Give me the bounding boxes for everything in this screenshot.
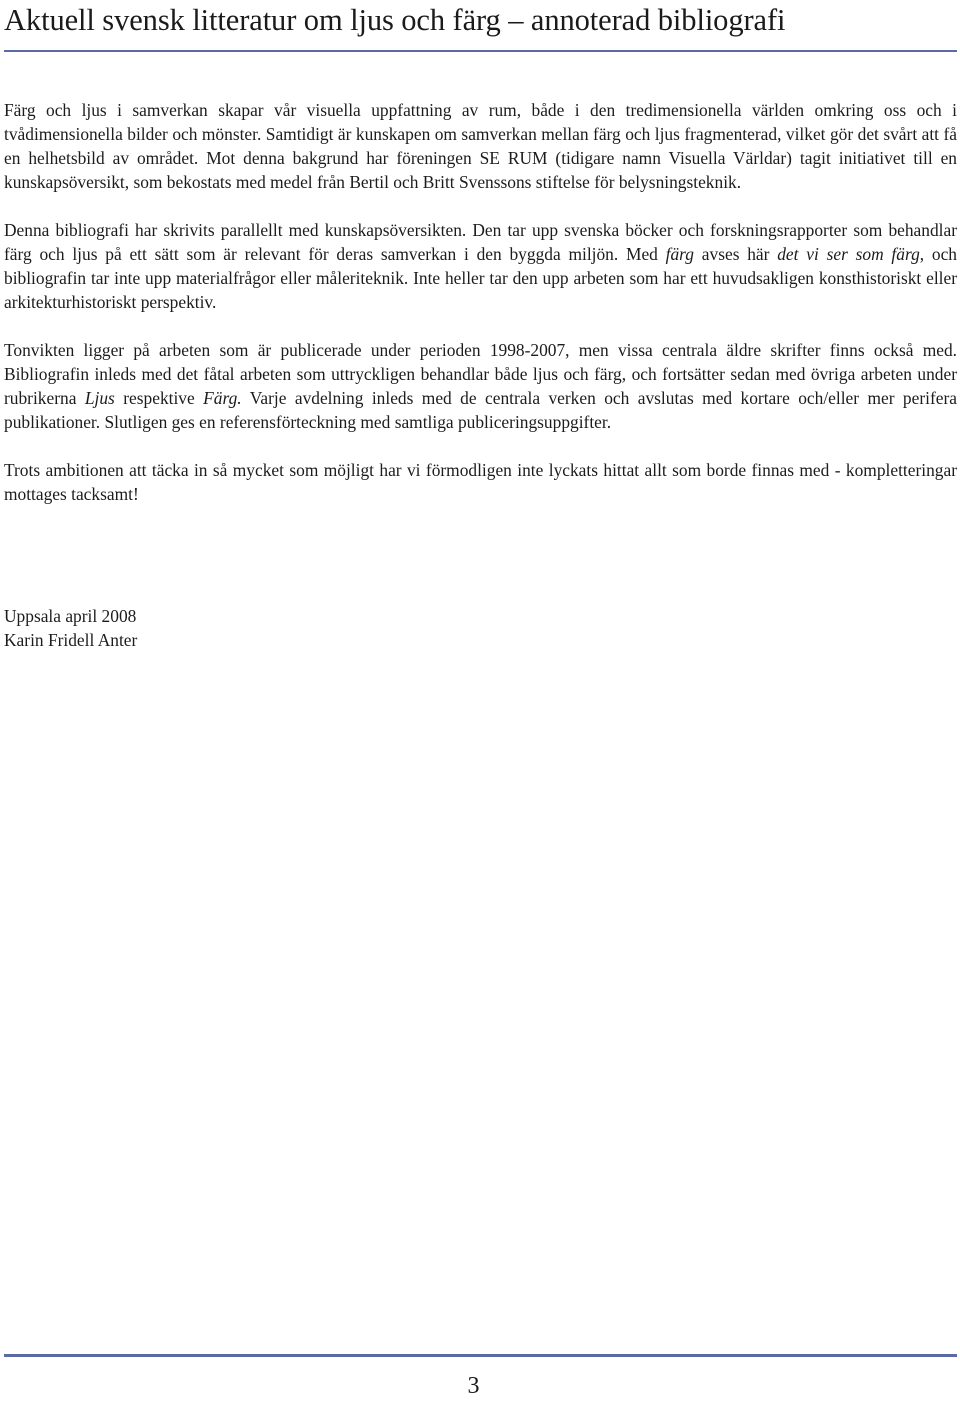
paragraph-closing — [4, 458, 957, 506]
emphasis-det-vi-ser-som-farg: det vi ser som färg — [777, 244, 920, 264]
title-divider — [4, 50, 957, 52]
page-number: 3 — [467, 1373, 480, 1399]
paragraph-intro — [4, 98, 957, 194]
emphasis-ljus: Ljus — [84, 388, 115, 408]
paragraph-scope — [4, 218, 957, 314]
signature-place-date: Uppsala april 2008 — [4, 606, 137, 626]
emphasis-farg: färg — [665, 244, 695, 264]
signature-author: Karin Fridell Anter — [4, 630, 138, 650]
paragraph-structure — [4, 338, 957, 434]
paragraph-text: , och bibliografin tar inte upp materialfrågor eller måleriteknik. Inte heller tar den upp arbeten som har ett huvudsakligen konsthistoriskt eller arkitekturhistoriskt perspektiv. — [4, 244, 957, 312]
paragraph-text: Trots ambitionen att täcka in så mycket som möjligt har vi förmodligen inte lyckats hittat allt som borde finnas med - kompletteringar mottages tacksamt! — [4, 460, 957, 504]
page-title: Aktuell svensk litteratur om ljus och färg – annoterad bibliografi — [4, 3, 786, 37]
paragraph-text: avses här — [694, 244, 778, 264]
emphasis-farg-heading: Färg. — [203, 388, 242, 408]
paragraph-text: Denna bibliografi har skrivits parallellt med kunskapsöversikten. Den tar upp svenska böcker och forskningsrapporter som behandlar färg och ljus på ett sätt som är relevant för deras samverkan i den byggda miljön. Med — [4, 220, 957, 264]
paragraph-text: Färg och ljus i samverkan skapar vår visuella uppfattning av rum, både i den tredimensionella världen omkring oss och i tvådimensionella bilder och mönster. Samtidigt är kunskapen om samverkan mellan färg och ljus fragmenterad, vilket gör det svårt att få en helhetsbild av området. Mot denna bakgrund har föreningen SE RUM (tidigare namn Visuella Världar) tagit initiativet till en kunskapsöversikt, som bekostats med medel från Bertil och Britt Svenssons stiftelse för belysningsteknik. — [4, 100, 957, 192]
paragraph-text: respektive — [114, 388, 204, 408]
footer-divider — [4, 1354, 957, 1357]
document-body — [4, 98, 957, 530]
paragraph-text: Tonvikten ligger på arbeten som är publicerade under perioden 1998-2007, men vissa centrala äldre skrifter finns också med. Bibliografin inleds med det fåtal arbeten som uttryckligen behandlar både ljus och färg, och fortsätter sedan med övriga arbeten under rubrikerna — [4, 340, 957, 408]
paragraph-text: Varje avdelning inleds med de centrala verken och avslutas med kortare och/eller mer perifera publikationer. Slutligen ges en referensförteckning med samtliga publiceringsuppgifter. — [4, 388, 957, 432]
signature-block — [4, 604, 137, 652]
